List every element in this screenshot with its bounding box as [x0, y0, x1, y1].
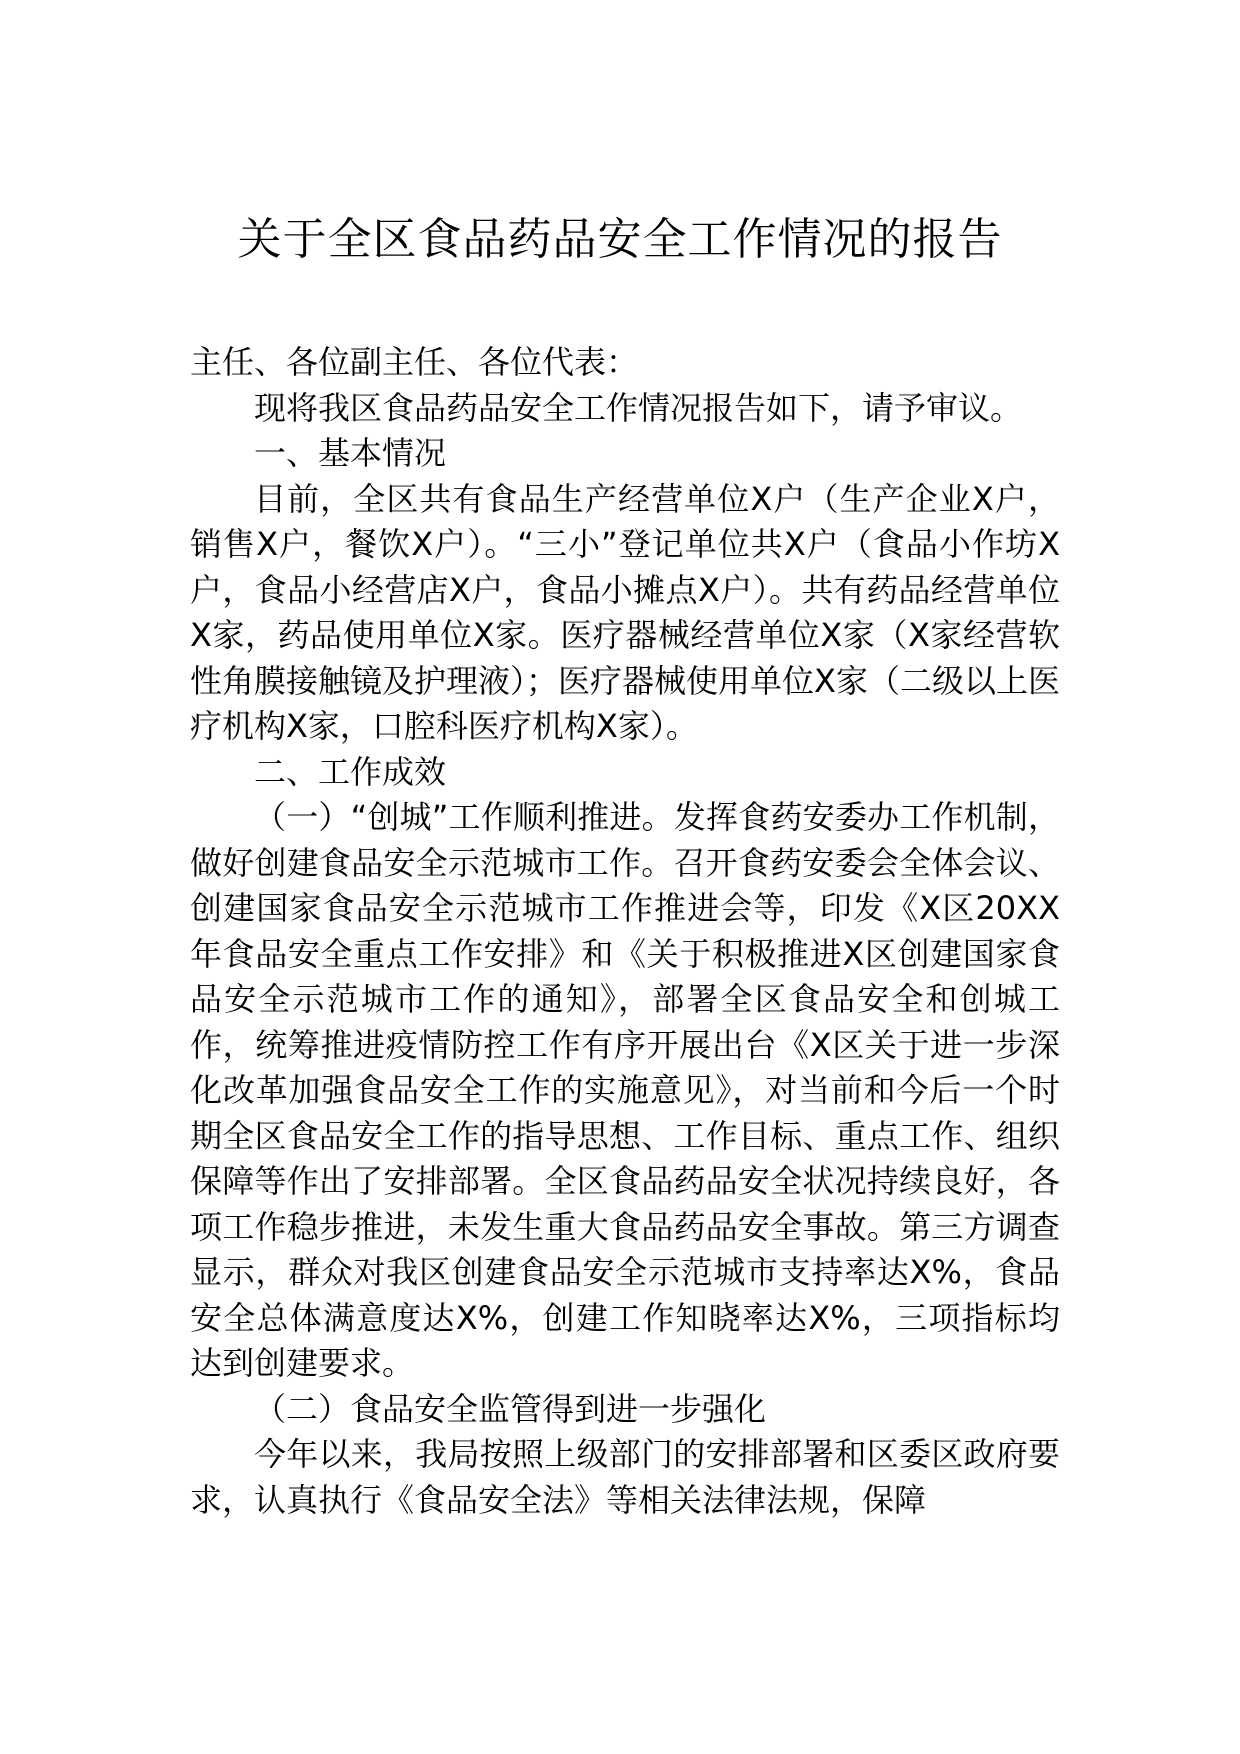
results-paragraph-1: （一）“创城”工作顺利推进。发挥食药安委办工作机制，做好创建食品安全示范城市工作。召开食药安委会全体会议、创建国家食品安全示范城市工作推进会等，印发《X区20XX年食品安全重点工作安排》和《关于积极推进X区创建国家食品安全示范城市工作的通知》，部署全区食品安全和创城工作，统筹推进疫情防控工作有序开展出台《X区关于进一步深化改革加强食品安全工作的实施意见》，对当前和今后一个时期全区食品安全工作的指导思想、工作目标、重点工作、组织保障等作出了安排部署。全区食品药品安全状况持续良好，各项工作稳步推进，未发生重大食品药品安全事故。第三方调查显示，群众对我区创建食品安全示范城市支持率达X%，食品安全总体满意度达X%，创建工作知晓率达X%，三项指标均达到创建要求。: [190, 798, 1060, 1382]
subsection-heading-food-safety: （二）食品安全监管得到进一步强化: [254, 1389, 767, 1428]
document-title: 关于全区食品药品安全工作情况的报告: [237, 214, 1003, 265]
food-safety-paragraph: 今年以来，我局按照上级部门的安排部署和区委区政府要求，认真执行《食品安全法》等相关法律法规，保障: [190, 1435, 1060, 1519]
section-heading-results: 二、工作成效: [254, 752, 447, 791]
document-body: [190, 340, 1060, 1523]
basic-situation-paragraph: 目前，全区共有食品生产经营单位X户（生产企业X户，销售X户，餐饮X户）。“三小”登记单位共X户（食品小作坊X户，食品小经营店X户，食品小摊点X户）。共有药品经营单位X家，药品使用单位X家。医疗器械经营单位X家（X家经营软性角膜接触镜及护理液）；医疗器械使用单位X家（二级以上医疗机构X家，口腔科医疗机构X家）。: [190, 479, 1060, 745]
salutation: 主任、各位副主任、各位代表：: [190, 343, 639, 381]
section-heading-basic: 一、基本情况: [254, 434, 447, 472]
intro-paragraph: 现将我区食品药品安全工作情况报告如下，请予审议。: [254, 388, 1023, 427]
